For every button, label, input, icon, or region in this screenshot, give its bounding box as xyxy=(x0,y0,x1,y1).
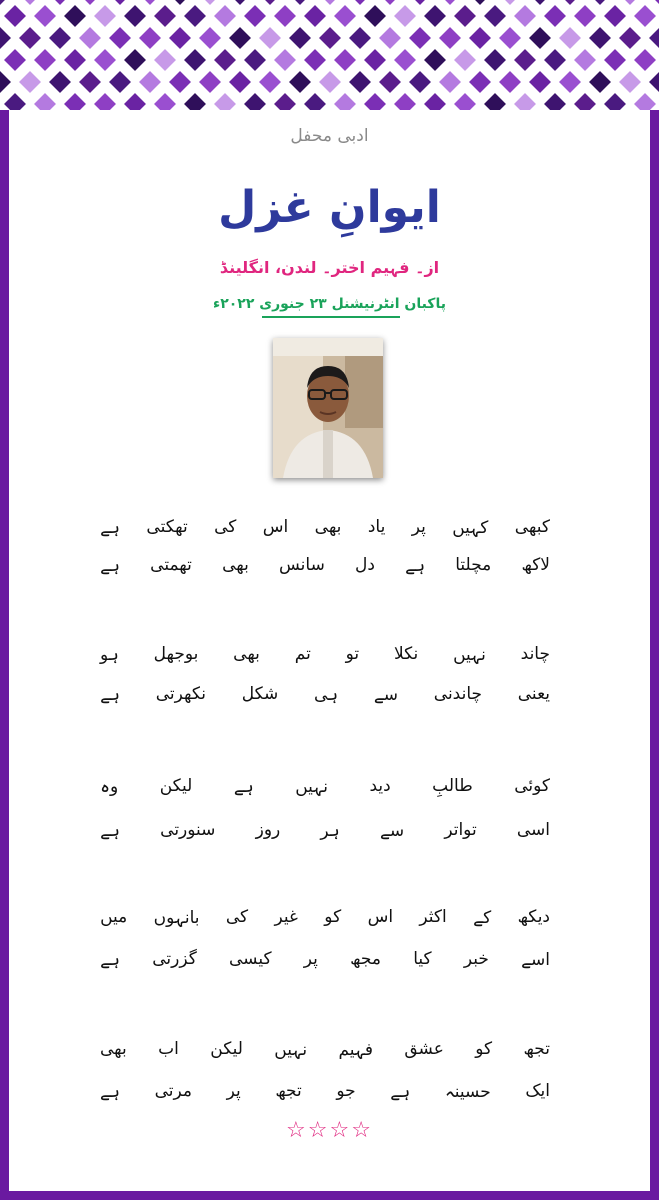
mosaic-tile xyxy=(0,26,12,50)
mosaic-tile xyxy=(558,26,582,50)
mosaic-tile xyxy=(78,26,102,50)
verse-word: اب xyxy=(158,1039,179,1059)
verse-word: عشق xyxy=(404,1039,444,1059)
verse-word: ہے xyxy=(100,949,120,970)
verse-word: وہ xyxy=(100,776,119,797)
mosaic-tile xyxy=(183,4,207,28)
mosaic-tile xyxy=(228,70,252,94)
mosaic-tile xyxy=(78,0,102,6)
verse-word: کی xyxy=(225,907,249,927)
mosaic-tile xyxy=(228,0,252,6)
verse-word: بھی xyxy=(233,644,260,664)
mosaic-tile xyxy=(78,70,102,94)
verse-word: خبر xyxy=(463,949,489,969)
mosaic-tile xyxy=(48,70,72,94)
mosaic-tile xyxy=(273,48,297,72)
mosaic-tile xyxy=(363,48,387,72)
section-label: ادبی محفل xyxy=(290,126,369,146)
mosaic-tile xyxy=(63,92,87,110)
mosaic-tile xyxy=(3,4,27,28)
mosaic-tile xyxy=(288,26,312,50)
mosaic-tile xyxy=(138,70,162,94)
publication-line: پاکبان انٹرنیشنل ۲۳ جنوری ۲۰۲۲ء xyxy=(213,296,446,312)
mosaic-tile xyxy=(468,70,492,94)
mosaic-tile xyxy=(333,48,357,72)
mosaic-tile xyxy=(453,92,477,110)
verse-word: اسی xyxy=(516,820,550,840)
verse-line xyxy=(100,640,550,668)
verse-word: ہے xyxy=(390,1081,411,1102)
mosaic-tile xyxy=(438,70,462,94)
mosaic-tile xyxy=(213,92,237,110)
mosaic-tile xyxy=(483,48,507,72)
mosaic-tile xyxy=(333,92,357,110)
verse-word: اسے xyxy=(521,949,550,970)
verse-word: مچلتا xyxy=(455,555,492,575)
mosaic-tile xyxy=(303,92,327,110)
verse-word: ہے xyxy=(100,820,120,841)
verse-word: ہی xyxy=(313,684,339,705)
mosaic-tile xyxy=(363,92,387,110)
mosaic-tile xyxy=(498,26,522,50)
mosaic-tile xyxy=(438,26,462,50)
mosaic-tile xyxy=(603,4,627,28)
verse-word: پر xyxy=(303,949,318,969)
verse-word: چاندنی xyxy=(433,684,483,704)
verse-word: ہے xyxy=(405,555,426,576)
mosaic-tile xyxy=(528,26,552,50)
verse-word: سنورتی xyxy=(160,820,216,840)
mosaic-tile xyxy=(468,0,492,6)
mosaic-tile xyxy=(138,26,162,50)
mosaic-tile xyxy=(513,48,537,72)
author-line: از۔ فہیم اختر۔ لندن، انگلینڈ xyxy=(219,258,440,277)
verse-line xyxy=(100,945,550,973)
mosaic-tile xyxy=(48,0,72,6)
mosaic-tile xyxy=(48,26,72,50)
mosaic-tile xyxy=(93,48,117,72)
verse-word: اس xyxy=(367,907,394,927)
verse-word: غیر xyxy=(274,907,298,927)
mosaic-tile xyxy=(618,26,642,50)
verse-word: پر xyxy=(411,517,426,537)
verse-word: جو xyxy=(336,1081,356,1101)
verse-line xyxy=(100,1077,550,1105)
mosaic-tile xyxy=(618,70,642,94)
mosaic-tile xyxy=(483,92,507,110)
mosaic-tile xyxy=(273,4,297,28)
verse-word: بھی xyxy=(100,1039,127,1059)
mosaic-tile xyxy=(258,70,282,94)
mosaic-tile xyxy=(318,26,342,50)
mosaic-tile xyxy=(348,26,372,50)
mosaic-tile xyxy=(393,92,417,110)
mosaic-tile xyxy=(108,0,132,6)
mosaic-tile xyxy=(648,0,659,6)
mosaic-tile xyxy=(288,70,312,94)
mosaic-tile xyxy=(33,4,57,28)
verse-word: ہے xyxy=(100,517,121,538)
mosaic-tile xyxy=(633,4,657,28)
mosaic-tile xyxy=(3,48,27,72)
mosaic-tile xyxy=(228,26,252,50)
verse-word: تھمتی xyxy=(150,555,192,575)
mosaic-tile xyxy=(468,26,492,50)
verse-line xyxy=(100,1035,550,1063)
mosaic-tile xyxy=(198,70,222,94)
mosaic-tile xyxy=(63,48,87,72)
mosaic-tile xyxy=(573,4,597,28)
mosaic-tile xyxy=(348,70,372,94)
mosaic-tile xyxy=(393,4,417,28)
mosaic-tile xyxy=(18,0,42,6)
mosaic-tile xyxy=(573,48,597,72)
mosaic-tile xyxy=(378,0,402,6)
mosaic-tile xyxy=(168,26,192,50)
verse-line xyxy=(100,772,550,800)
mosaic-tile xyxy=(318,70,342,94)
page-title: ایوانِ غزل xyxy=(218,182,441,233)
verse-word: اکثر xyxy=(419,907,447,927)
verse-word: کو xyxy=(475,1039,493,1059)
mosaic-tile xyxy=(423,92,447,110)
mosaic-tile xyxy=(588,0,612,6)
mosaic-tile xyxy=(183,48,207,72)
mosaic-tile xyxy=(333,4,357,28)
verse-word: نہیں xyxy=(453,644,486,665)
mosaic-tile xyxy=(153,92,177,110)
verse-word: کو xyxy=(324,907,342,927)
mosaic-tile xyxy=(258,0,282,6)
mosaic-tile xyxy=(198,26,222,50)
mosaic-tile xyxy=(513,92,537,110)
verse-word: ہو xyxy=(100,644,119,665)
verse-line xyxy=(100,513,550,541)
mosaic-tile xyxy=(138,0,162,6)
verse-word: کیسی xyxy=(229,949,272,969)
mosaic-tile xyxy=(363,4,387,28)
mosaic-tile xyxy=(588,26,612,50)
verse-word: دید xyxy=(369,776,391,796)
mosaic-tile xyxy=(93,4,117,28)
verse-line xyxy=(100,816,550,844)
mosaic-tile xyxy=(273,92,297,110)
mosaic-tile xyxy=(0,0,12,6)
mosaic-tile xyxy=(123,92,147,110)
verse-line xyxy=(100,903,550,931)
verse-word: فہیم xyxy=(338,1039,373,1060)
verse-word: تجھ xyxy=(523,1039,550,1059)
mosaic-tile xyxy=(543,4,567,28)
verse-line xyxy=(100,551,550,579)
mosaic-tile xyxy=(393,48,417,72)
verse-word: ہے xyxy=(100,684,120,705)
verse-word: کبھی xyxy=(514,517,550,537)
verse-word: تو xyxy=(345,644,360,664)
mosaic-tile xyxy=(483,4,507,28)
verse-word: کی xyxy=(214,517,237,537)
mosaic-tile xyxy=(108,70,132,94)
verse-word: نہیں xyxy=(295,776,328,797)
verse-word: کوئی xyxy=(514,776,550,796)
publication-underline xyxy=(262,316,400,318)
mosaic-tile xyxy=(168,0,192,6)
verse-word: دل xyxy=(355,555,375,575)
verse-word: لیکن xyxy=(159,776,193,796)
verse-word: ہے xyxy=(233,776,254,797)
mosaic-tile xyxy=(648,26,659,50)
mosaic-tile xyxy=(453,48,477,72)
mosaic-tile xyxy=(33,48,57,72)
verse-word: تھکتی xyxy=(146,517,188,537)
verse-word: لیکن xyxy=(210,1039,243,1059)
verse-word: لاکھ xyxy=(521,555,550,575)
mosaic-tile xyxy=(258,26,282,50)
verse-word: مرتی xyxy=(154,1081,192,1101)
verse-word: سے xyxy=(379,820,405,841)
verse-word: پر xyxy=(226,1081,241,1101)
verse-word: بھی xyxy=(314,517,342,537)
mosaic-tile xyxy=(123,48,147,72)
verse-word: میں xyxy=(100,907,128,927)
mosaic-tile xyxy=(288,0,312,6)
closing-stars: ☆☆☆☆ xyxy=(286,1118,373,1143)
author-photo xyxy=(273,338,383,478)
verse-word: گزرتی xyxy=(152,949,197,969)
mosaic-tile xyxy=(0,70,12,94)
mosaic-tile xyxy=(108,26,132,50)
mosaic-tile xyxy=(348,0,372,6)
verse-word: نکھرتی xyxy=(155,684,206,704)
verse-word: ہے xyxy=(100,555,120,576)
mosaic-tile xyxy=(573,92,597,110)
mosaic-tile xyxy=(603,92,627,110)
mosaic-tile xyxy=(63,4,87,28)
mosaic-tile xyxy=(303,48,327,72)
mosaic-tile xyxy=(213,4,237,28)
mosaic-tile xyxy=(198,0,222,6)
mosaic-tile xyxy=(558,70,582,94)
verse-word: یاد xyxy=(367,517,386,537)
mosaic-tile xyxy=(498,70,522,94)
mosaic-tile xyxy=(93,92,117,110)
mosaic-tile xyxy=(123,4,147,28)
verse-word: حسینہ xyxy=(444,1081,491,1102)
verse-word: تواتر xyxy=(444,820,477,840)
mosaic-tile xyxy=(408,0,432,6)
mosaic-tile xyxy=(618,0,642,6)
verse-word: بانہوں xyxy=(153,907,200,928)
verse-line xyxy=(100,680,550,708)
mosaic-tile xyxy=(243,4,267,28)
verse-word: تم xyxy=(294,644,311,664)
verse-word: اس xyxy=(262,517,289,537)
verse-word: روز xyxy=(255,820,281,840)
verse-word: چاند xyxy=(520,644,550,664)
mosaic-tile xyxy=(588,70,612,94)
mosaic-tile xyxy=(243,48,267,72)
mosaic-tile xyxy=(528,0,552,6)
verse-word: طالبِ xyxy=(432,776,473,796)
mosaic-tile xyxy=(3,92,27,110)
verse-word: دیکھ xyxy=(517,907,550,927)
verse-word: نکلا xyxy=(393,644,419,664)
mosaic-tile xyxy=(453,4,477,28)
mosaic-tile xyxy=(543,48,567,72)
mosaic-tile xyxy=(423,4,447,28)
mosaic-tile xyxy=(498,0,522,6)
mosaic-tile xyxy=(168,70,192,94)
mosaic-tile xyxy=(303,4,327,28)
verse-word: کہیں xyxy=(452,517,489,538)
verse-word: مجھ xyxy=(350,949,381,969)
verse-word: تجھ xyxy=(275,1081,302,1101)
verse-word: سے xyxy=(373,684,399,705)
mosaic-tile xyxy=(33,92,57,110)
mosaic-tile xyxy=(243,92,267,110)
verse-word: یعنی xyxy=(517,684,550,704)
mosaic-tile xyxy=(318,0,342,6)
verse-word: نہیں xyxy=(274,1039,308,1060)
verse-word: سانس xyxy=(279,555,325,575)
verse-word: کیا xyxy=(413,949,432,969)
mosaic-tile xyxy=(153,4,177,28)
mosaic-tile xyxy=(18,26,42,50)
mosaic-tile xyxy=(528,70,552,94)
mosaic-tile xyxy=(408,26,432,50)
verse-word: ہر xyxy=(320,820,340,841)
mosaic-tile xyxy=(378,70,402,94)
mosaic-tile xyxy=(408,70,432,94)
mosaic-tile xyxy=(648,70,659,94)
mosaic-tile xyxy=(603,48,627,72)
decorative-mosaic-banner xyxy=(0,0,659,110)
verse-word: ایک xyxy=(525,1081,550,1101)
verse-word: ہے xyxy=(100,1081,120,1102)
mosaic-tile xyxy=(513,4,537,28)
mosaic-tile xyxy=(633,92,657,110)
mosaic-tile xyxy=(633,48,657,72)
mosaic-tile xyxy=(423,48,447,72)
verse-word: بوجھل xyxy=(153,644,199,664)
mosaic-tile xyxy=(543,92,567,110)
verse-word: بھی xyxy=(222,555,249,575)
mosaic-tile xyxy=(213,48,237,72)
verse-word: کے xyxy=(473,907,492,928)
verse-word: شکل xyxy=(241,684,279,704)
mosaic-tile xyxy=(378,26,402,50)
mosaic-tile xyxy=(183,92,207,110)
mosaic-tile xyxy=(153,48,177,72)
mosaic-tile xyxy=(438,0,462,6)
mosaic-tile xyxy=(18,70,42,94)
mosaic-tile xyxy=(558,0,582,6)
